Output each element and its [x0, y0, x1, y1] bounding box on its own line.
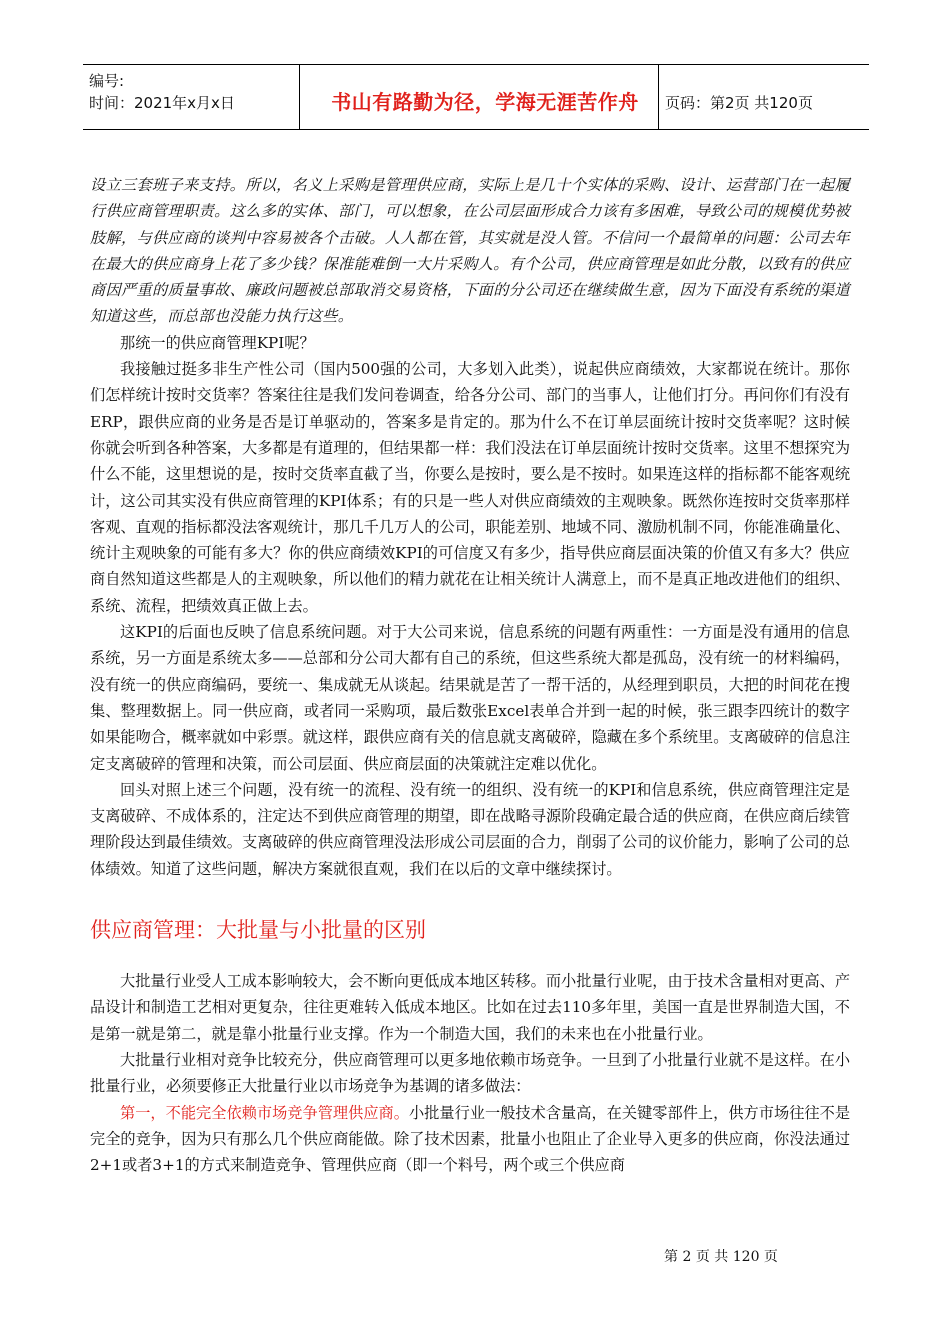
header-left-cell [89, 70, 235, 114]
header-divider-left [299, 64, 300, 130]
header-page-info: 页码：第2页 共120页 [665, 94, 813, 112]
paragraph-1: 设立三套班子来支持。所以，名义上采购是管理供应商，实际上是几十个实体的采购、设计、运营部门在一起履行供应商管理职责。这么多的实体、部门，可以想象，在公司层面形成合力该有多困难，导致公司的规模优势被肢解，与供应商的谈判中容易被各个击破。人人都在管，其实就是没人管。不信问一个最简单的问题：公司去年在最大的供应商身上花了多少钱？保准能难倒一大片采购人。有个公司，供应商管理是如此分散，以致有的供应商因严重的质量事故、廉政问题被总部取消交易资格，下面的分公司还在继续做生意，因为下面没有系统的渠道知道这些，而总部也没能力执行这些。 [90, 176, 850, 326]
paragraph-2: 那统一的供应商管理KPI呢？ [120, 333, 315, 352]
header-motto: 书山有路勤为径，学海无涯苦作舟 [331, 90, 639, 114]
footer-page-number: 第 2 页 共 120 页 [664, 1249, 778, 1265]
paragraph-7: 大批量行业相对竞争比较充分，供应商管理可以更多地依赖市场竞争。一旦到了小批量行业就不是这样。在小批量行业，必须要修正大批量行业以市场竞争为基调的诸多做法： [90, 1050, 850, 1096]
header-number-label: 编号: [89, 72, 125, 90]
paragraph-5: 回头对照上述三个问题，没有统一的流程、没有统一的组织、没有统一的KPI和信息系统，供应商管理注定是支离破碎、不成体系的，注定达不到供应商管理的期望，即在战略寻源阶段确定最合适的供应商，在供应商后续管理阶段达到最佳绩效。支离破碎的供应商管理没法形成公司层面的合力，削弱了公司的议价能力，影响了公司的总体绩效。知道了这些问题，解决方案就很直观，我们在以后的文章中继续探讨。 [90, 780, 850, 878]
paragraph-3: 我接触过挺多非生产性公司（国内500强的公司，大多划入此类），说起供应商绩效，大家都说在统计。那你们怎样统计按时交货率？答案往往是我们发问卷调查，给各分公司、部门的当事人，让他们打分。再问你们有没有ERP，跟供应商的业务是否是订单驱动的，答案多是肯定的。那为什么不在订单层面统计按时交货率呢？这时候你就会听到各种答案，大多都是有道理的，但结果都一样：我们没法在订单层面统计按时交货率。这里不想探究为什么不能，这里想说的是，按时交货率直截了当，你要么是按时，要么是不按时。如果连这样的指标都不能客观统计，这公司其实没有供应商管理的KPI体系；有的只是一些人对供应商绩效的主观映象。既然你连按时交货率那样客观、直观的指标都没法客观统计，那几千几万人的公司，职能差别、地域不同、激励机制不同，你能准确量化、统计主观映象的可能有多大？你的供应商绩效KPI的可信度又有多少，指导供应商层面决策的价值又有多大？供应商自然知道这些都是人的主观映象，所以他们的精力就花在让相关统计人满意上，而不是真正地改进他们的组织、系统、流程，把绩效真正做上去。 [90, 360, 850, 615]
paragraph-8-text: 小批量行业一般技术含量高，在关键零部件上，供方市场往往不是完全的竞争，因为只有那么几个供应商能做。除了技术因素，批量小也阻止了企业导入更多的供应商，你没法通过2+1或者3+1的方式来制造竞争、管理供应商（即一个料号，两个或三个供应商 [90, 1103, 851, 1175]
header-bottom-rule [83, 129, 869, 130]
paragraph-8 [90, 1100, 850, 1179]
page-footer [0, 1246, 950, 1266]
page-header [83, 64, 869, 130]
header-time-label: 时间：2021年x月x日 [89, 94, 235, 112]
document-body [90, 172, 850, 1178]
header-top-rule [83, 64, 869, 65]
paragraph-4: 这KPI的后面也反映了信息系统问题。对于大公司来说，信息系统的问题有两重性：一方面是没有通用的信息系统，另一方面是系统太多——总部和分公司大都有自己的系统，但这些系统大都是孤岛，没有统一的材料编码，没有统一的供应商编码，要统一、集成就无从谈起。结果就是苦了一帮干活的，从经理到职员，大把的时间花在搜集、整理数据上。同一供应商，或者同一采购项，最后数张Excel表单合并到一起的时候，张三跟李四统计的数字如果能吻合，概率就如中彩票。就这样，跟供应商有关的信息就支离破碎，隐藏在多个系统里。支离破碎的信息注定支离破碎的管理和决策，而公司层面、供应商层面的决策就注定难以优化。 [90, 623, 850, 773]
section-title: 供应商管理：大批量与小批量的区别 [90, 918, 426, 943]
paragraph-6: 大批量行业受人工成本影响较大，会不断向更低成本地区转移。而小批量行业呢，由于技术含量相对更高、产品设计和制造工艺相对更复杂，往往更难转入低成本地区。比如在过去110多年里，美国一直是世界制造大国，不是第一就是第二，就是靠小批量行业支撑。作为一个制造大国，我们的未来也在小批量行业。 [90, 972, 850, 1043]
paragraph-8-highlight: 第一，不能完全依赖市场竞争管理供应商。 [120, 1103, 409, 1122]
